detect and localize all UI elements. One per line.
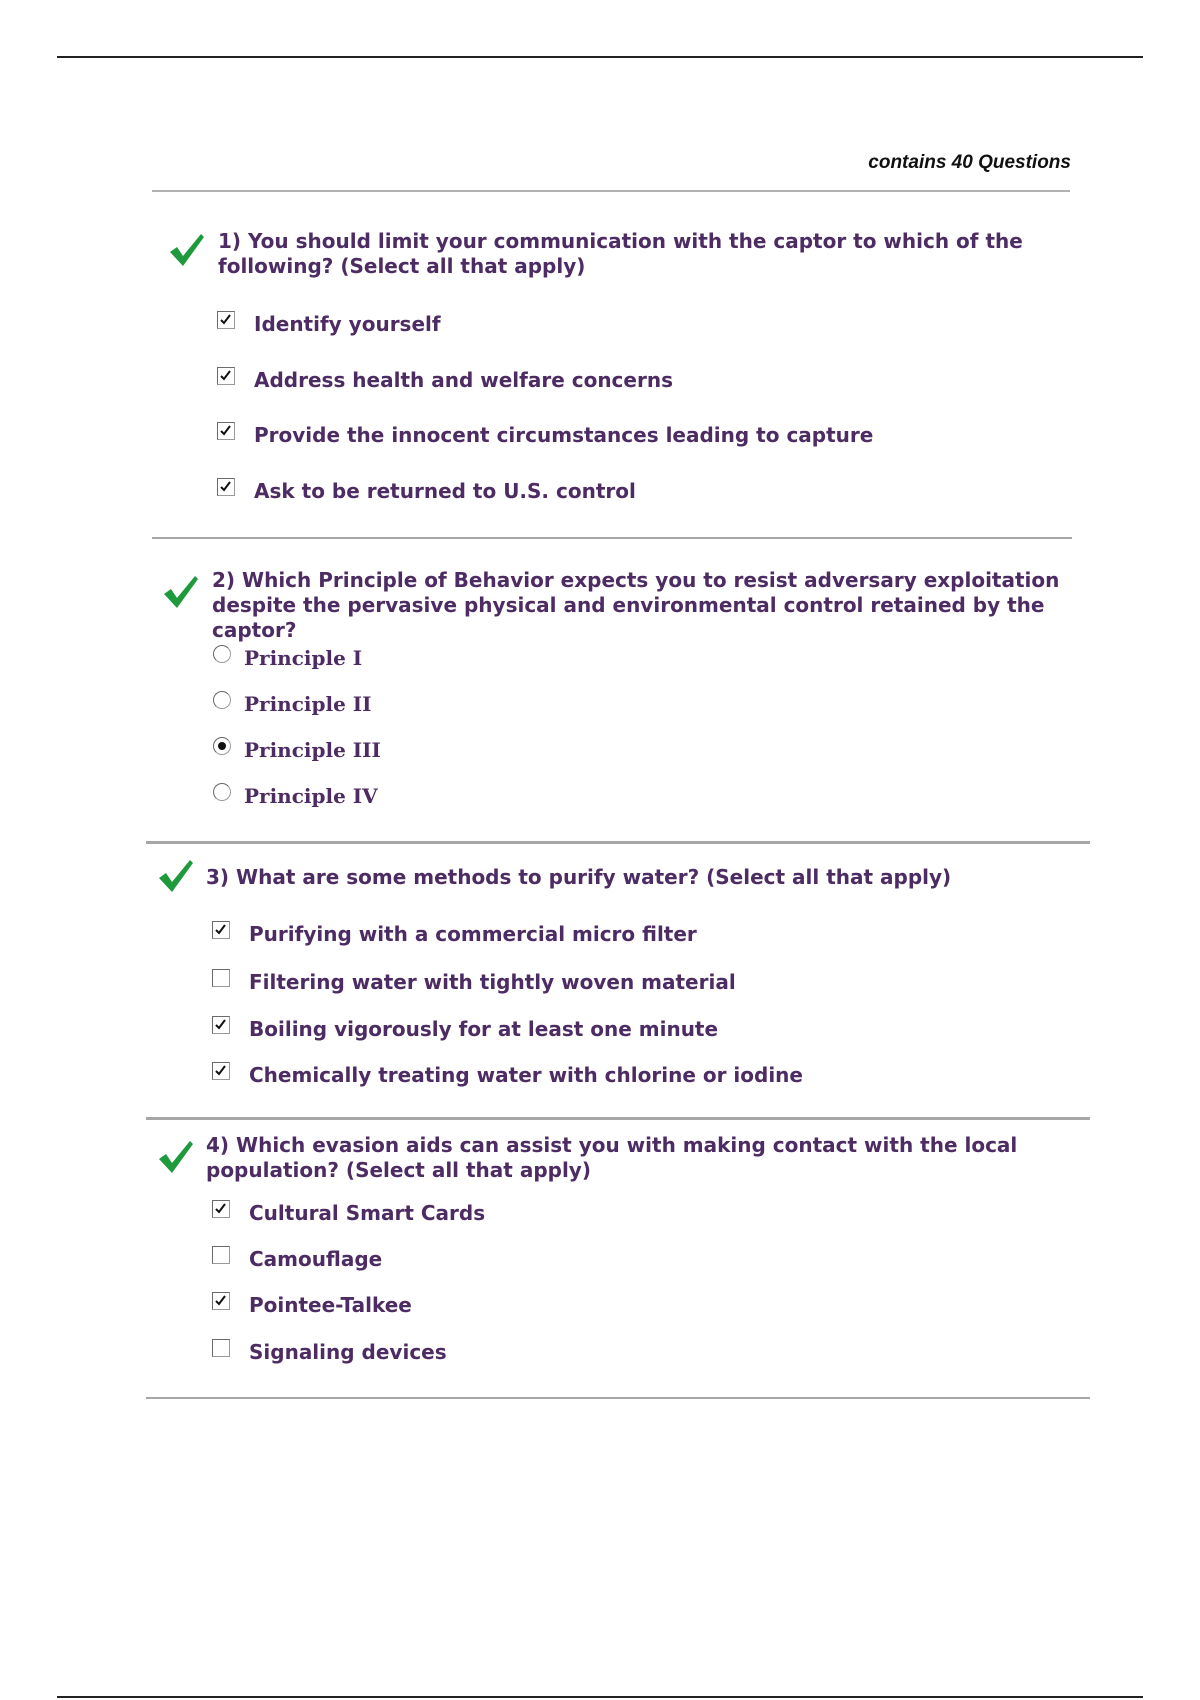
checkbox-checked[interactable]	[217, 367, 235, 385]
option-label: Principle IV	[244, 784, 378, 808]
radio-selected[interactable]	[213, 737, 231, 755]
question-text: 3) What are some methods to purify water? (Select all that apply)	[206, 865, 952, 889]
option-label: Pointee-Talkee	[249, 1293, 412, 1317]
page-bottom-rule	[57, 1696, 1143, 1698]
option-label: Ask to be returned to U.S. control	[254, 479, 636, 503]
checkbox-checked[interactable]	[212, 1200, 230, 1218]
question-divider	[146, 1117, 1090, 1120]
question-divider	[146, 1397, 1090, 1399]
checkbox-checked[interactable]	[217, 311, 235, 329]
header-divider	[152, 190, 1070, 192]
option-label: Principle I	[244, 646, 363, 670]
question-count-label: contains 40 Questions	[868, 152, 1071, 173]
option-label: Identify yourself	[254, 312, 441, 336]
checkbox-checked[interactable]	[217, 422, 235, 440]
option-label: Principle II	[244, 692, 372, 716]
question-text: 1) You should limit your communication with the captor to which of the following? (Select all that apply)	[218, 229, 1023, 278]
page-top-rule	[57, 56, 1143, 58]
option-label: Camouflage	[249, 1247, 383, 1271]
question-divider	[152, 537, 1072, 539]
option-label: Signaling devices	[249, 1340, 447, 1364]
option-label: Chemically treating water with chlorine or iodine	[249, 1063, 803, 1087]
option-label: Provide the innocent circumstances leading to capture	[254, 423, 874, 447]
option-label: Purifying with a commercial micro filter	[249, 922, 697, 946]
checkbox-checked[interactable]	[212, 1062, 230, 1080]
correct-check-icon	[162, 574, 200, 610]
correct-check-icon	[168, 232, 206, 268]
option-label: Filtering water with tightly woven material	[249, 970, 736, 994]
checkbox-checked[interactable]	[212, 921, 230, 939]
checkbox-checked[interactable]	[217, 478, 235, 496]
option-label: Address health and welfare concerns	[254, 368, 673, 392]
question-divider	[146, 841, 1090, 844]
option-label: Principle III	[244, 738, 381, 762]
checkbox-checked[interactable]	[212, 1292, 230, 1310]
checkbox-checked[interactable]	[212, 1016, 230, 1034]
question-text: 4) Which evasion aids can assist you with making contact with the local population? (Select all that apply)	[206, 1133, 1018, 1182]
checkbox-unchecked[interactable]	[212, 1339, 230, 1357]
question-text: 2) Which Principle of Behavior expects you to resist adversary exploitation despite the pervasive physical and environmental control retained by the captor?	[212, 568, 1060, 642]
radio-unselected[interactable]	[213, 783, 231, 801]
correct-check-icon	[157, 858, 195, 894]
correct-check-icon	[157, 1139, 195, 1175]
radio-unselected[interactable]	[213, 691, 231, 709]
option-label: Boiling vigorously for at least one minute	[249, 1017, 719, 1041]
checkbox-unchecked[interactable]	[212, 969, 230, 987]
option-label: Cultural Smart Cards	[249, 1201, 486, 1225]
checkbox-unchecked[interactable]	[212, 1246, 230, 1264]
radio-unselected[interactable]	[213, 645, 231, 663]
